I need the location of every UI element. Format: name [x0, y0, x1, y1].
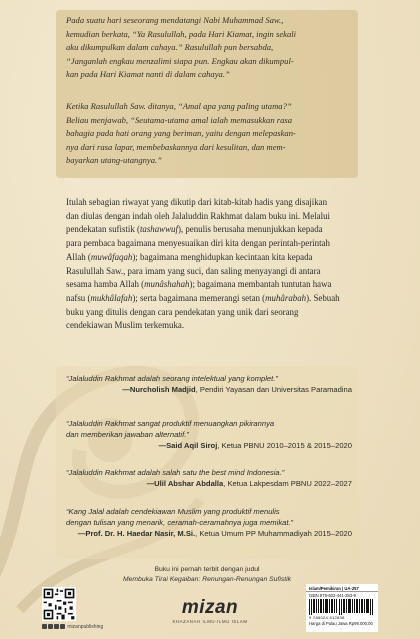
endorsement-text — [66, 467, 352, 478]
barcode-card — [306, 584, 378, 632]
category-label: Islam/Pemikiran | UA-257 — [306, 584, 378, 592]
quote-line: kemudian berkata, “Ya Rasulullah, pada Hari Kiamat, ingin sekali — [66, 28, 297, 39]
previous-title: Membuka Tirai Kegaiban: Renungan-Renungan Sufistik — [122, 576, 292, 583]
isbn-label: ISBN 978-602-441-283-8 — [309, 593, 356, 598]
text: Allah ( — [66, 251, 91, 262]
youtube-icon — [54, 624, 59, 629]
endorsement — [66, 373, 352, 395]
publisher-logo — [150, 598, 270, 624]
publication-note-line: Buku ini pernah terbit dengan judul — [154, 566, 260, 573]
endorsement — [66, 418, 352, 451]
barcode-icon — [309, 599, 375, 615]
synopsis-line: buku yang ditulis dengan cara pendekatan yang unik dari seorang — [66, 306, 299, 317]
hadith-quote-2 — [66, 100, 356, 168]
endorser-role: , Ketua PBNU 2010–2015 & 2015–2020 — [217, 441, 352, 450]
quote-line: nya dari rasa lapar, membebaskannya dari kesulitan, dan mem- — [66, 141, 286, 152]
publisher-tagline: KHAZANAH ILMU-ILMU ISLAM — [172, 619, 248, 624]
synopsis — [66, 196, 356, 333]
endorser — [66, 440, 352, 451]
publisher-name: mizan — [181, 597, 239, 618]
social-handle: mizanpublishing — [67, 624, 104, 630]
text: ); bagaimana membantah tuntutan hawa — [189, 279, 332, 290]
publication-note — [56, 565, 358, 585]
synopsis-line — [66, 292, 356, 306]
text: Indonesia.” — [244, 468, 285, 477]
endorsement-text: “Jalaluddin Rakhmat adalah seorang intelektual yang komplet.” — [66, 374, 278, 383]
quote-line: Beliau menjawab, “Seutama-utama amal ialah memasukkan rasa — [66, 114, 293, 125]
quote-line: aku dikumpulkan dalam cahaya.” Rasulullah pun bersabda, — [66, 42, 274, 53]
endorser-role: , Pendiri Yayasan dan Universitas Paramadina — [195, 385, 352, 394]
endorser-role: , Ketua Umum PP Muhammadiyah 2015–2020 — [195, 529, 352, 538]
endorser-role: , Ketua Lakpesdam PBNU 2022–2027 — [223, 479, 352, 488]
endorser-name: —Nurcholish Madjid — [122, 385, 196, 394]
synopsis-line: dan diulas dengan indah oleh Jalaluddin Rakhmat dalam buku ini. Melalui — [66, 210, 330, 221]
endorser — [66, 528, 352, 539]
synopsis-line — [66, 278, 356, 292]
quote-line: “Janganlah engkau menzalimi siapa pun. Engkau akan dikumpul- — [66, 55, 294, 66]
instagram-icon — [60, 624, 65, 629]
endorsement-text: “Kang Jalal adalah cendekiawan Muslim yang produktif menulis — [66, 507, 280, 516]
twitter-icon — [48, 624, 53, 629]
endorsement-text: dengan tulisan yang menarik, ceramah-ceramahnya juga memikat.” — [66, 518, 294, 527]
text: ); serta bagaimana memerangi setan ( — [132, 292, 266, 303]
quote-line: bayarkan utang-utangnya.” — [66, 155, 162, 166]
synopsis-line: cendekiawan Muslim terkemuka. — [66, 320, 185, 331]
social-media-handles — [42, 624, 103, 630]
term: muwâfaqah — [90, 251, 133, 262]
synopsis-line: Itulah sebagian riwayat yang dikutip dari kitab-kitab hadis yang disajikan — [66, 197, 328, 207]
quote-line: kan pada Hari Kiamat nanti di dalam cahaya.” — [66, 69, 230, 80]
endorser-name: —Said Aqil Siroj — [158, 441, 218, 450]
term: tashawwuf — [139, 224, 178, 235]
endorser-name: —Prof. Dr. H. Haedar Nasir, M.Si. — [77, 529, 196, 538]
price-label: Harga di Pulau Jawa Rp99.000,00 — [309, 621, 373, 626]
endorsement — [66, 506, 352, 539]
quote-line: Pada suatu hari seseorang mendatangi Nabi Muhammad Saw., — [66, 15, 284, 25]
facebook-icon — [42, 624, 47, 629]
text: ); bagaimana menghidupkan kecintaan kita kepada — [132, 251, 313, 262]
synopsis-line: para pembaca bagaimana menyesuaikan diri kita dengan perintah-perintah — [66, 238, 330, 249]
endorser — [66, 384, 352, 395]
text: sesama hamba Allah ( — [66, 279, 145, 290]
quote-line: Ketika Rasulullah Saw. ditanya, “Amal apa yang paling utama?” — [66, 101, 292, 111]
synopsis-line — [66, 251, 356, 265]
term: mukhâlafah — [90, 292, 133, 303]
emphasis: the best mind — [198, 468, 245, 477]
endorsement — [66, 467, 352, 489]
text: pendekatan sufistik ( — [66, 224, 140, 235]
endorsement-text: “Jalaluddin Rakhmat sangat produktif menuangkan pikirannya — [66, 419, 275, 428]
endorsement-text: dan memberikan jawaban alternatif.” — [66, 430, 189, 439]
hadith-quote-1 — [66, 14, 356, 82]
text: ). Sebuah — [306, 292, 340, 303]
qr-code-icon — [42, 587, 76, 621]
term: muhârabah — [265, 292, 307, 303]
endorser — [66, 478, 352, 489]
barcode-digits: 9 786024 412838 — [309, 615, 345, 620]
text: “Jalaluddin Rakhmat adalah salah satu — [66, 468, 199, 477]
text: ), penulis berusaha menunjukkan kepada — [177, 224, 323, 235]
quote-line: bahagia pada hati orang yang beriman, yaitu dengan melepaskan- — [66, 128, 296, 139]
term: munâshahah — [144, 279, 190, 290]
synopsis-line — [66, 223, 356, 237]
text: nafsu ( — [66, 292, 91, 303]
endorser-name: —Ulil Abshar Abdalla — [146, 479, 224, 488]
synopsis-line: Rasulullah Saw., para imam yang suci, dan saling menyayangi di antara — [66, 265, 321, 276]
